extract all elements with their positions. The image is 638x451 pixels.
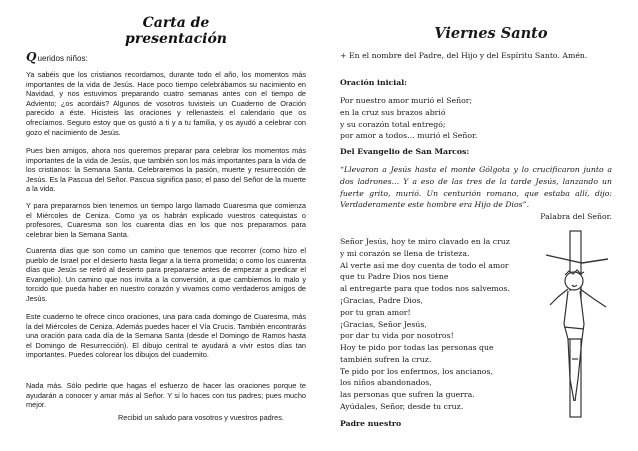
prayer-line: Señor Jesús, hoy te miro clavado en la cruz — [340, 237, 510, 246]
prayer-line: las personas que sufren la guerra. — [340, 390, 475, 400]
good-friday-title: Viernes Santo — [434, 25, 548, 42]
prayer-one — [340, 236, 612, 342]
closing-heading: Padre nuestro — [340, 419, 402, 428]
opening-line: en la cruz sus brazos abrió — [340, 107, 446, 117]
letter-paragraph-2: Pues bien amigos, ahora nos queremos preparar para celebrar los momentos más importantes de la vida de Jesús, que también son los más importantes para la vida de los cristianos: la Semana Santa. Celebraremos la pasión, muerte y resurrección de Jesús. Es la Pascua del Señor. Pascua significa paso; el paso del Señor de la muerte a la vida. — [26, 146, 306, 194]
prayer-line: también sufren la cruz. — [340, 354, 432, 364]
greeting-initial: Q — [26, 50, 37, 64]
letter-paragraph-4: Cuarenta días que son como un camino que tenemos que recorrer (como hizo el pueblo de Israel por el desierto hasta llegar a la tierra prometida; o como los cuarenta días que Jesús se retiró al desierto para prepararse antes de empezar a predicar el Evangelio). Un camino que nos invita a la conversión, a que cambiemos lo malo y torcido que pueda haber en nuestro corazón y vivamos como verdaderos amigos de Jesús. — [26, 246, 306, 303]
prayer-line: ¡Gracias, Padre Dios, — [340, 295, 423, 305]
letter-paragraph-5: Este cuaderno te ofrece cinco oraciones, una para cada domingo de Cuaresma, más la del Miércoles de Ceniza. Además puedes hacer el Vía Crucis. También encontrarás una oración para cada día de la Semana Santa (desde el Domingo de Ramos hasta el Domingo de Resurrección). El dibujo central te ayudará a vivir estos días tan importantes. Puedes colorear los dibujos del cuadernito. — [26, 312, 306, 360]
letter-title: Carta de presentación — [125, 15, 227, 47]
sign-of-cross: + En el nombre del Padre, del Hijo y del Espíritu Santo. Amén. — [340, 51, 588, 60]
gospel-closing: Palabra del Señor. — [540, 212, 612, 221]
prayer-line: ¡Gracias, Señor Jesús, — [340, 319, 427, 329]
letter-paragraph-1: Ya sabéis que los cristianos recordamos, durante todo el año, los momentos más importantes de la vida de Jesús. Hace poco tiempo celebrábamos su nacimiento en Navidad, y nos estuvimos preparando cuatro semanas antes con el tiempo de Adviento; ¿os acordáis? Algunos de vosotros tuvisteis un Cuaderno de Oración parecido a éste. Hicisteis las oraciones y rellenasteis el calendario que os ofrecíamos. Seguro estoy que os gustó a ti y a tu familia, y os ayudó a celebrar con gozo el nacimiento de Jesús. — [26, 70, 306, 137]
prayer-line: por dar tu vida por nosotros! — [340, 331, 454, 341]
prayer-line: Hoy te pido por todas las personas que — [340, 343, 494, 352]
opening-line: Por nuestro amor murió el Señor; — [340, 96, 473, 105]
prayer-line: al entregarte para que todos nos salvemos. — [340, 284, 510, 294]
opening-line: por amor a todos… murió el Señor. — [340, 131, 478, 141]
letter-signoff: Recibid un saludo para vosotros y vuestros padres. — [118, 413, 284, 422]
prayer-line: que tu Padre Dios nos tiene — [340, 272, 449, 282]
opening-prayer-heading: Oración inicial: — [340, 78, 408, 87]
greeting-text: ueridos niños: — [37, 54, 88, 63]
prayer-two — [340, 342, 612, 413]
opening-line: y su corazón total entregó; — [340, 119, 446, 129]
opening-prayer — [340, 95, 612, 142]
gospel-text: “Llevaron a Jesús hasta el monte Gólgota y lo crucificaron junto a dos ladrones… Y a eso de las tres de la tarde Jesús, lanzando un fuerte grito, murió. Un centurión romano, que estaba allí, dijo: Verdaderamente este hombre era Hijo de Dios”. — [340, 165, 612, 210]
prayer-line: Te pido por los enfermos, los ancianos, — [340, 366, 493, 376]
letter-paragraph-6: Nada más. Sólo pedirte que hagas el esfuerzo de hacer las oraciones porque te ayudarán a conocer y amar más al Señor. Y si lo haces con tus padres; pues mucho mejor. — [26, 381, 306, 410]
letter-paragraph-3: Y para prepararnos bien tenemos un tiempo largo llamado Cuaresma que comienza el Miércoles de Ceniza. Como ya os habrán explicado vuestros catequistas o profesores, Cuaresma son los cuarenta días en los que nos preparamos para celebrar bien la Semana Santa. — [26, 201, 306, 239]
prayer-line: Al verte así me doy cuenta de todo el amor — [340, 260, 509, 270]
prayer-line: Ayúdales, Señor, desde tu cruz. — [340, 401, 464, 411]
gospel-heading: Del Evangelio de San Marcos: — [340, 147, 470, 156]
presentation-letter-page — [26, 0, 306, 451]
greeting — [26, 50, 88, 64]
prayer-line: por tu gran amor! — [340, 307, 411, 317]
prayer-line: los niños abandonados, — [340, 378, 432, 388]
good-friday-page — [340, 0, 612, 451]
prayer-line: y mi corazón se llena de tristeza. — [340, 248, 470, 258]
